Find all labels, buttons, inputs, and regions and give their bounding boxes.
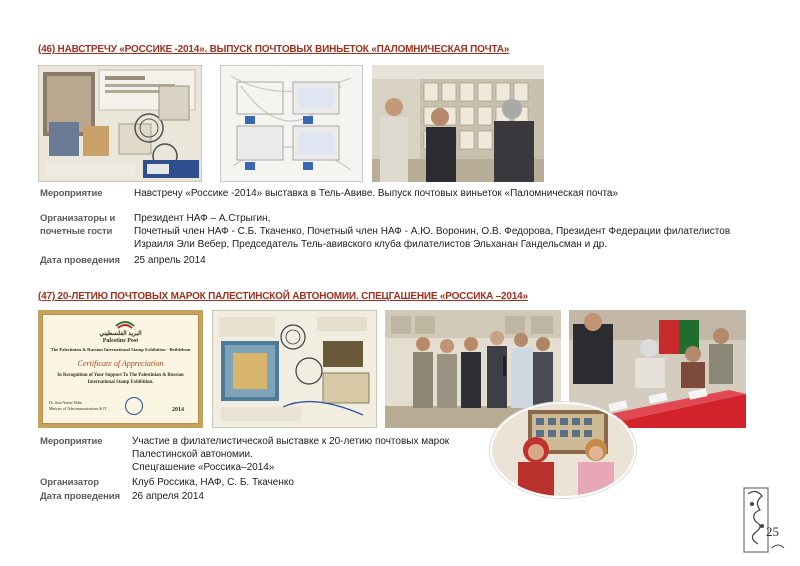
section-47-event-line3: Спецгашение «Россика–2014» [132, 462, 275, 473]
section-47-date-value: 26 апреля 2014 [132, 491, 204, 502]
certificate-exhibition: The Palestinian & Russian International Stamp Exhibition - Bethlehem [50, 347, 191, 352]
page-number: 25 [766, 524, 779, 539]
certificate-seal [125, 397, 143, 415]
section-47-date-label: Дата проведения [40, 491, 120, 502]
certificate-image [38, 310, 203, 428]
exhibition-visitors-photo [372, 65, 544, 182]
section-46-organizers-line1: Президент НАФ – А.Стрыгин, [134, 213, 271, 224]
vignette-sheet-photo [220, 65, 363, 182]
section-46-title: (46) НАВСТРЕЧУ «РОССИКЕ -2014». ВЫПУСК ПОЧТОВЫХ ВИНЬЕТОК «ПАЛОМНИЧЕСКАЯ ПОЧТА» [38, 44, 510, 55]
exhibition-cover-photo [38, 65, 202, 182]
section-47-event-line1: Участие в филателистической выставке к 20-летию почтовых марок [132, 436, 450, 447]
special-cancellation-envelope [212, 310, 377, 428]
section-47-title: (47) 20-ЛЕТИЮ ПОЧТОВЫХ МАРОК ПАЛЕСТИНСКОЙ АВТОНОМИИ. СПЕЦГАШЕНИЕ «РОССИКА –2014» [38, 291, 528, 302]
section-47-organizer-value: Клуб Россика, НАФ, С. Б. Ткаченко [132, 477, 294, 488]
certificate-heading: Certificate of Appreciation [77, 359, 164, 368]
certificate-signer: Dr. Safa Nasser Eldin [49, 401, 82, 405]
certificate-arabic-title: البريد الفلسطيني [99, 331, 142, 337]
visitors-oval-photo [490, 402, 636, 498]
section-47-organizer-label: Организатор [40, 477, 99, 488]
page-ornament-icon [742, 486, 790, 558]
section-46-organizers-label-line2: почетные гости [40, 226, 113, 237]
section-46-date-label: Дата проведения [40, 255, 120, 266]
certificate-line-1: In Recognition of Your Support To The Palestinian & Russian [57, 373, 184, 378]
section-47-event-label: Мероприятие [40, 436, 103, 447]
section-46-organizers-line2: Почетный член НАФ - С.Б. Ткаченко, Почетный член НАФ - А.Ю. Воронин, О.В. Федорова, Президент Федерации филателистов [134, 226, 731, 237]
certificate-year: 2014 [172, 407, 184, 413]
section-46-date-value: 25 апрель 2014 [134, 255, 206, 266]
section-46-event-label: Мероприятие [40, 188, 103, 199]
section-46-organizers-label-line1: Организаторы и [40, 213, 116, 224]
certificate-line-2: International Stamp Exhibition. [87, 380, 154, 385]
section-46-organizers-line3: Израиля Эли Вебер, Председатель Тель-авивского клуба филателистов Эльханан Гандельсман и др. [134, 239, 608, 250]
section-47-event-line2: Палестинской автономии. [132, 449, 253, 460]
certificate-post-name: Palestine Post [102, 338, 139, 344]
certificate-signer-title: Minister of Telecommunications & IT [49, 407, 107, 411]
palestine-post-logo [114, 318, 136, 330]
section-46-event-value: Навстречу «Россике -2014» выставка в Тель-Авиве. Выпуск почтовых виньеток «Паломническая почта» [134, 188, 619, 199]
